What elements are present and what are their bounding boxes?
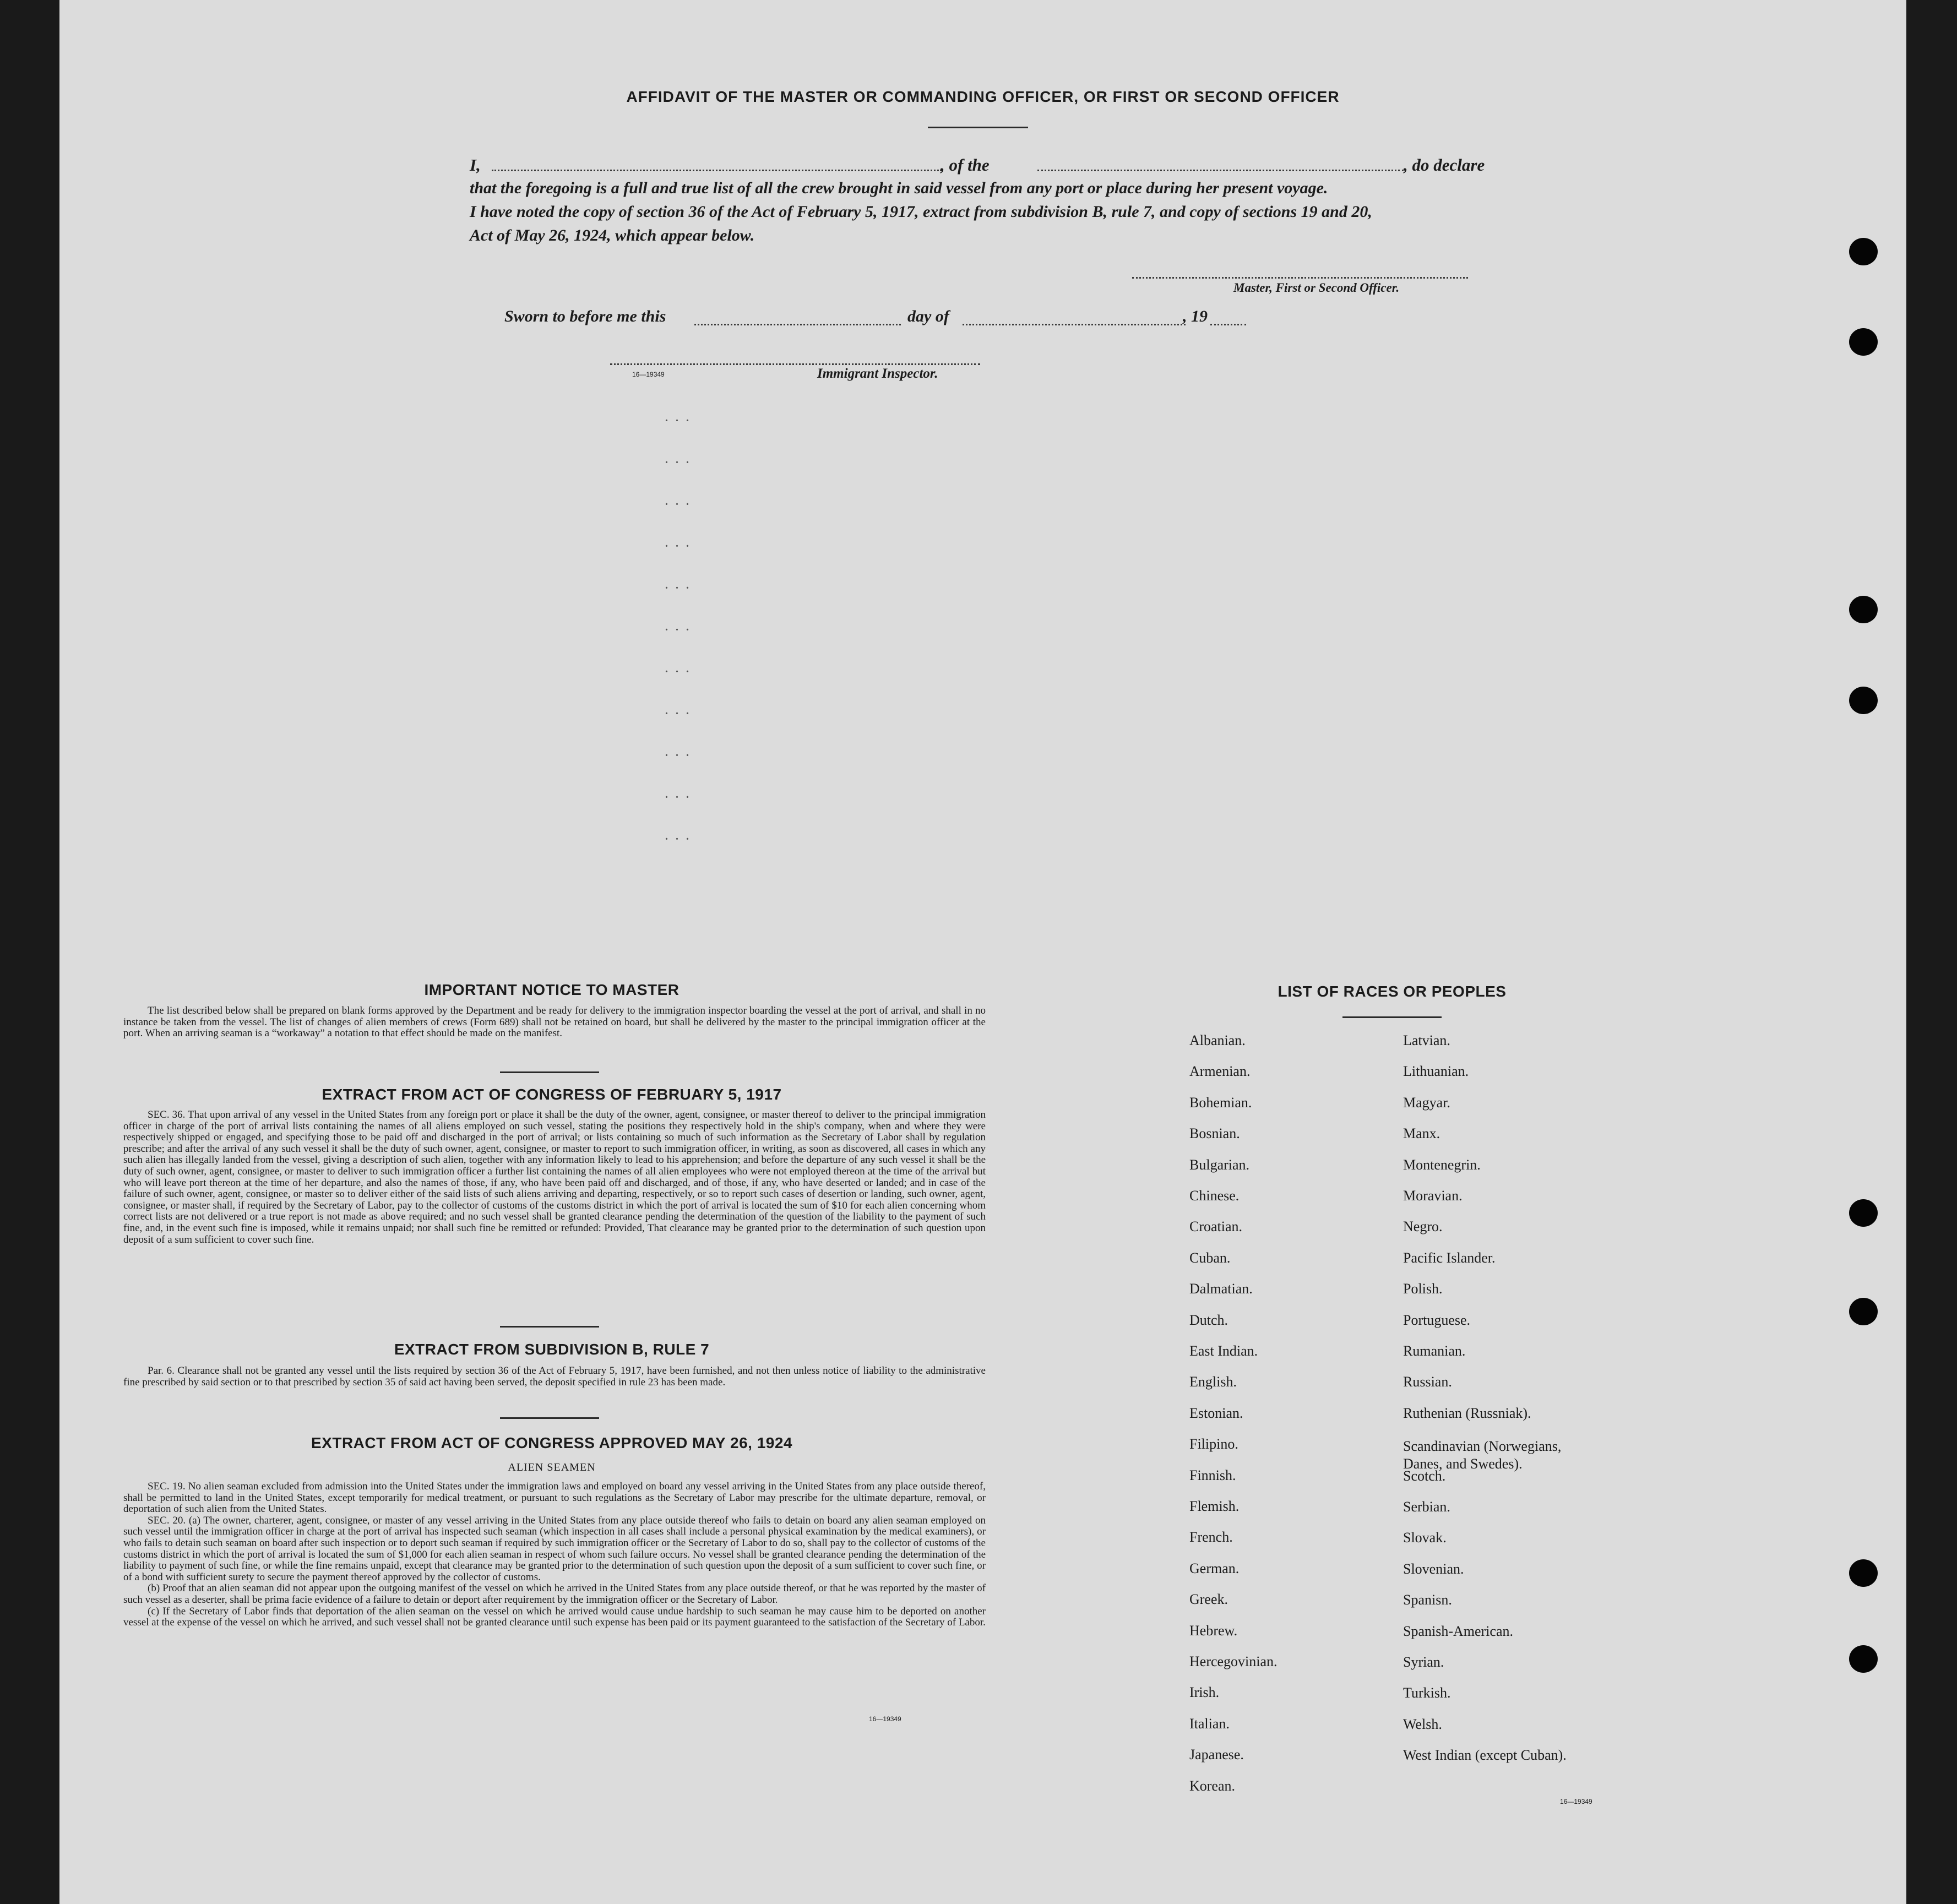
- notice-title: IMPORTANT NOTICE TO MASTER: [424, 981, 679, 998]
- race-item: Magyar.: [1403, 1094, 1450, 1111]
- race-item: Chinese.: [1189, 1188, 1240, 1204]
- race-item: Moravian.: [1403, 1188, 1463, 1204]
- race-item: Filipino.: [1189, 1436, 1238, 1453]
- punch-hole: [1849, 1199, 1878, 1227]
- race-item: Italian.: [1189, 1715, 1230, 1732]
- signature-blank[interactable]: [1132, 277, 1468, 279]
- race-item: Slovenian.: [1403, 1560, 1464, 1577]
- affidavit-line1-start: I,: [470, 155, 481, 175]
- punch-hole: [1849, 238, 1878, 265]
- race-item: Finnish.: [1189, 1467, 1236, 1483]
- section-divider: [500, 1417, 599, 1419]
- extract-form-number: 16—19349: [869, 1715, 901, 1723]
- race-item: Lithuanian.: [1403, 1063, 1469, 1080]
- faint-dot-row: ...: [665, 496, 697, 508]
- race-item: Scandinavian (Norwegians,: [1403, 1438, 1562, 1455]
- alien-seamen-subtitle: ALIEN SEAMEN: [508, 1461, 596, 1473]
- race-item: Croatian.: [1189, 1218, 1243, 1235]
- race-item: Serbian.: [1403, 1499, 1450, 1515]
- race-item: Bulgarian.: [1189, 1156, 1250, 1173]
- race-item: Armenian.: [1189, 1063, 1251, 1080]
- sec-20c-paragraph: (c) If the Secretary of Labor finds that deportation of the alien seaman on the vessel on which he arrived would cause undue hardship to such seaman he may cause him to be deported on another vessel at the expense of the vessel on which he arrived, and such vessel shall not be granted clearance until such expense has been paid or its payment guaranteed to the satisfaction of the Secretary of Labor.: [123, 1605, 986, 1629]
- affidavit-title: AFFIDAVIT OF THE MASTER OR COMMANDING OFFICER, OR FIRST OR SECOND OFFICER: [626, 88, 1340, 105]
- faint-dot-row: ...: [665, 663, 697, 675]
- races-title: LIST OF RACES OR PEOPLES: [1278, 983, 1507, 1000]
- extract-1924-title: EXTRACT FROM ACT OF CONGRESS APPROVED MAY 26, 1924: [311, 1434, 792, 1451]
- par-6-paragraph: Par. 6. Clearance shall not be granted any vessel until the lists required by section 36 of the Act of February 5, 1917, have been furnished, and not then unless notice of liability to the administrative fine prescribed by said section or to that prescribed by section 35 of said act having been served, the deposit specified in rule 23 has been made.: [123, 1365, 986, 1388]
- race-item: Estonian.: [1189, 1405, 1243, 1421]
- races-title-underline: [1342, 1016, 1442, 1018]
- race-item: Hebrew.: [1189, 1622, 1238, 1639]
- race-item: Hercegovinian.: [1189, 1653, 1278, 1669]
- race-item: Manx.: [1403, 1125, 1440, 1142]
- race-item: Russian.: [1403, 1374, 1452, 1390]
- race-item: Spanisn.: [1403, 1592, 1452, 1608]
- extract-1917-body: [123, 1109, 986, 1245]
- rule-7-title: EXTRACT FROM SUBDIVISION B, RULE 7: [394, 1341, 710, 1358]
- race-item: Latvian.: [1403, 1032, 1450, 1048]
- race-item: French.: [1189, 1529, 1233, 1546]
- faint-dot-row: ...: [665, 537, 697, 550]
- race-item: Polish.: [1403, 1281, 1443, 1297]
- affidavit-line1-end: , do declare: [1404, 155, 1485, 175]
- faint-dot-row: ...: [665, 705, 697, 717]
- race-item: Bohemian.: [1189, 1094, 1252, 1111]
- inspector-signature-blank[interactable]: [610, 363, 980, 365]
- form-page: [59, 0, 1906, 1904]
- affidavit-form-number: 16—19349: [632, 371, 665, 378]
- race-item: German.: [1189, 1560, 1240, 1576]
- vessel-blank[interactable]: [1037, 170, 1404, 171]
- rule-7-body: [123, 1366, 986, 1388]
- faint-dot-row: ...: [665, 788, 697, 801]
- title-underline: [928, 127, 1028, 128]
- affidavit-line4: Act of May 26, 1924, which appear below.: [470, 226, 755, 244]
- race-item: Welsh.: [1403, 1716, 1442, 1732]
- race-item: Spanish-American.: [1403, 1623, 1514, 1639]
- year-prefix: , 19: [1183, 307, 1208, 325]
- race-item: Ruthenian (Russniak).: [1403, 1405, 1531, 1421]
- faint-dot-row: ...: [665, 830, 697, 842]
- affidavit-line2: that the foregoing is a full and true list of all the crew brought in said vessel from any port or place during her present voyage.: [470, 179, 1328, 197]
- race-item: Slovak.: [1403, 1530, 1447, 1546]
- section-divider: [500, 1071, 599, 1073]
- race-item: Portuguese.: [1403, 1312, 1471, 1328]
- faint-dot-row: ...: [665, 579, 697, 591]
- sworn-day-blank[interactable]: [694, 324, 901, 325]
- section-divider: [500, 1326, 599, 1328]
- race-item: Danes, and Swedes).: [1403, 1456, 1523, 1472]
- punch-hole: [1849, 328, 1878, 356]
- inspector-label: Immigrant Inspector.: [817, 366, 938, 381]
- punch-hole: [1849, 1559, 1878, 1587]
- extract-1924-body: [123, 1481, 986, 1629]
- race-item: Rumanian.: [1403, 1343, 1466, 1359]
- races-form-number: 16—19349: [1560, 1798, 1592, 1805]
- race-item: Dalmatian.: [1189, 1281, 1253, 1297]
- race-item: Negro.: [1403, 1218, 1443, 1235]
- name-blank[interactable]: [492, 170, 942, 171]
- race-item: East Indian.: [1189, 1343, 1258, 1359]
- affidavit-line3: I have noted the copy of section 36 of the Act of February 5, 1917, extract from subdivision B, rule 7, and copy of sections 19 and 20,: [470, 203, 1372, 221]
- notice-body: [123, 1005, 986, 1040]
- punch-hole: [1849, 596, 1878, 623]
- sec-19-paragraph: SEC. 19. No alien seaman excluded from admission into the United States under the immigration laws and employed on board any vessel arriving in the United States from any place outside thereof, shall be permitted to land in the United States, except temporarily for medical treatment, or pursuant to such regulations as the Secretary of Labor may prescribe for the ultimate departure, removal, or deportation of such alien from the United States.: [123, 1481, 986, 1515]
- race-item: Flemish.: [1189, 1498, 1240, 1514]
- affidavit-line1-mid: , of the: [941, 155, 990, 175]
- year-blank[interactable]: [1210, 324, 1246, 325]
- sec-20a-paragraph: SEC. 20. (a) The owner, charterer, agent, consignee, or master of any vessel arriving in the United States from any place outside thereof who fails to detain on board any alien seaman employed on such vessel until the immigration officer in charge at the port of arrival has inspected such seaman (which inspection in all cases shall include a personal physical examination by the medical examiners), or who fails to detain such seaman on board after such inspection or to deport such seaman if required by such immigration officer or the Secretary of Labor to do so, shall pay to the collector of customs of the customs district in which the port of arrival is located the sum of $1,000 for each alien seaman in respect of whom such failure occurs. No vessel shall be granted clearance pending the determination of the liability to payment of such fine, or while the fine remains unpaid, except that clearance may be granted prior to the determination of such question upon the deposit of a sum sufficient to cover such fine, or of a bond with sufficient surety to secure the payment thereof approved by the collector of customs.: [123, 1514, 986, 1583]
- race-item: Scotch.: [1403, 1467, 1446, 1484]
- race-item: Syrian.: [1403, 1654, 1444, 1670]
- faint-dot-row: ...: [665, 412, 697, 424]
- punch-hole: [1849, 1298, 1878, 1325]
- day-of-text: day of: [907, 307, 949, 325]
- race-item: Dutch.: [1189, 1312, 1228, 1328]
- sworn-month-blank[interactable]: [963, 324, 1186, 325]
- race-item: Greek.: [1189, 1591, 1228, 1608]
- punch-hole: [1849, 1645, 1878, 1673]
- sec-20b-paragraph: (b) Proof that an alien seaman did not appear upon the outgoing manifest of the vessel on which he arrived in the United States from any place outside thereof, or that he was reported by the master of such vessel as a deserter, shall be prima facie evidence of a failure to detain or deport after requirement by the immigration officer or the Secretary of Labor.: [123, 1582, 986, 1606]
- race-item: English.: [1189, 1374, 1237, 1390]
- race-item: Montenegrin.: [1403, 1156, 1481, 1173]
- race-item: Cuban.: [1189, 1249, 1231, 1266]
- race-item: Albanian.: [1189, 1032, 1246, 1048]
- race-item: Pacific Islander.: [1403, 1249, 1496, 1266]
- notice-paragraph: The list described below shall be prepared on blank forms approved by the Department and be ready for delivery to the immigration inspector boarding the vessel at the port of arrival, and shall in no instance be taken from the vessel. The list of changes of alien members of crews (Form 689) shall not be retained on board, but shall be delivered by the master to the principal immigration officer at the port. When an arriving seaman is a “workaway” a notation to that effect should be made on the manifest.: [123, 1005, 986, 1040]
- sworn-text: Sworn to before me this: [504, 307, 666, 325]
- faint-dot-row: ...: [665, 747, 697, 759]
- punch-hole: [1849, 687, 1878, 714]
- race-item: Irish.: [1189, 1684, 1220, 1701]
- faint-dot-row: ...: [665, 621, 697, 633]
- race-item: Japanese.: [1189, 1747, 1244, 1763]
- race-item: West Indian (except Cuban).: [1403, 1747, 1567, 1764]
- extract-1917-title: EXTRACT FROM ACT OF CONGRESS OF FEBRUARY 5, 1917: [322, 1086, 782, 1103]
- race-item: Turkish.: [1403, 1685, 1451, 1701]
- race-item: Bosnian.: [1189, 1125, 1240, 1142]
- signature-label: Master, First or Second Officer.: [1233, 281, 1400, 295]
- faint-dot-row: ...: [665, 454, 697, 466]
- race-item: Korean.: [1189, 1777, 1236, 1794]
- sec-36-paragraph: SEC. 36. That upon arrival of any vessel in the United States from any foreign port or place it shall be the duty of the owner, agent, consignee, or master thereof to deliver to the principal immigration officer in charge of the port of arrival lists containing the names of all aliens employed on such vessel, stating the positions they respectively hold in the ship's company, when and where they were respectively shipped or engaged, and specifying those to be paid off and discharged in the port of arrival; or lists containing so much of such information as the Secretary of Labor shall by regulation prescribe; and after the arrival of any such vessel it shall be the duty of such owner, agent, consignee, or master to report to such immigration officer, in writing, as soon as discovered, all cases in which any such alien has illegally landed from the vessel, giving a description of such alien, together with any information likely to lead to his apprehension; and before the departure of any such vessel it shall be the duty of such owner, agent, consignee, or master to deliver to such immigration officer a further list containing the names of all alien employees who were not employed thereon at the time of the arrival but who will leave port thereon at the time of her departure, and also the names of those, if any, who have been paid off and discharged, and of those, if any, who have deserted or landed; and in case of the failure of such owner, agent, consignee, or master so to deliver either of the said lists of such aliens arriving and departing, respectively, or so to report such cases of desertion or landing, such owner, agent, consignee, or master shall, if required by the Secretary of Labor, pay to the collector of customs of the customs district in which the port of arrival is located the sum of $10 for each alien concerning whom correct lists are not delivered or a true report is not made as above required; and no such vessel shall be granted clearance pending the determination of the question of the liability to the payment of such fine, and, in the event such fine is imposed, while it remains unpaid; nor shall such fine be remitted or refunded: Provided, That clearance may be granted prior to the determination of such question upon deposit of a sum sufficient to cover such fine.: [123, 1109, 986, 1245]
